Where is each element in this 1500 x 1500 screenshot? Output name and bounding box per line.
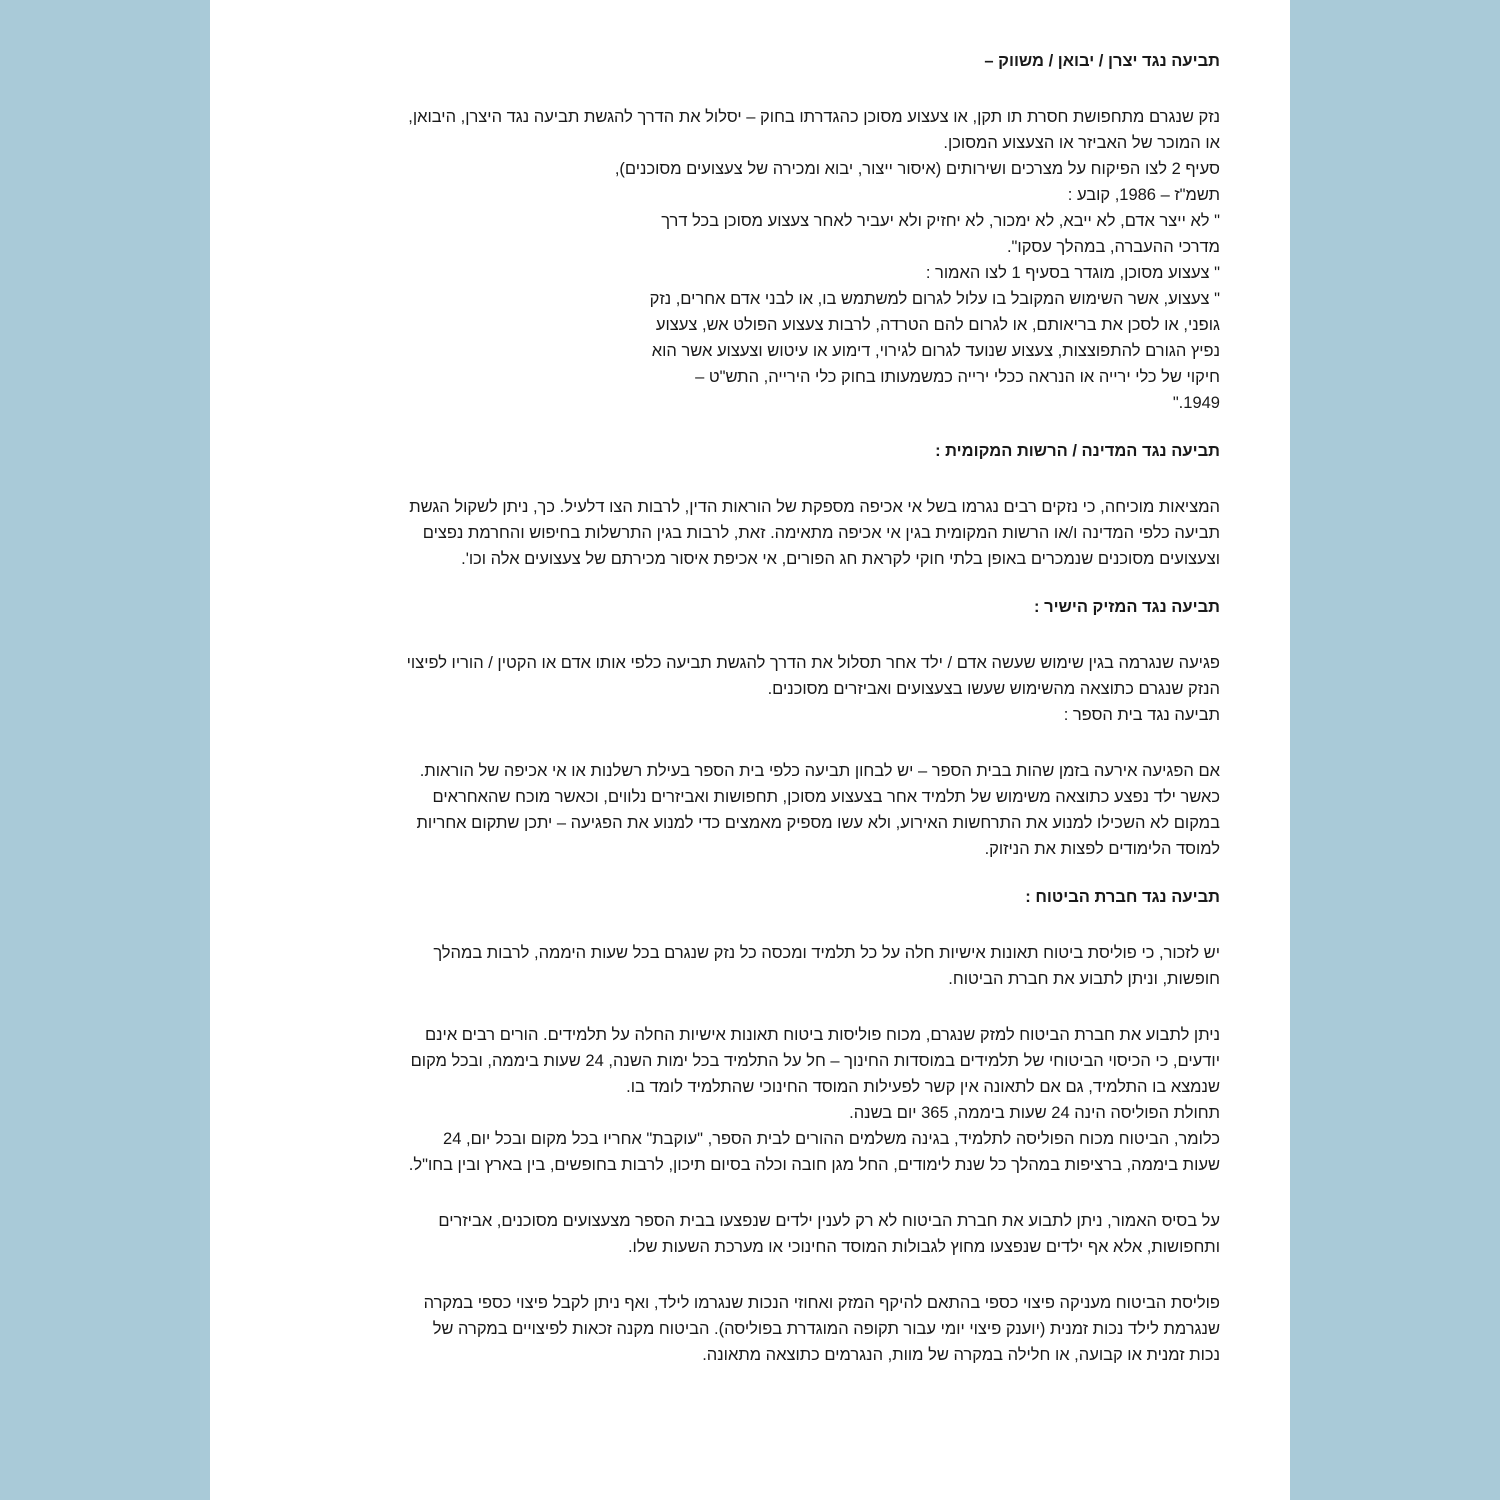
text-line: ותחפושות, אלא אף ילדים שנפצעו מחוץ לגבולות המוסד החינוכי או מערכת השעות שלו. — [627, 1238, 1220, 1256]
text-line: פגיעה שנגרמה בגין שימוש שעשה אדם / ילד אחר תסלול את הדרך להגשת תביעה כלפי אותו אדם או הקטין / הוריו לפיצוי — [406, 654, 1220, 672]
paragraph-manufacturer — [320, 104, 1220, 416]
text-line: מדרכי ההעברה, במהלך עסקו". — [1006, 238, 1220, 256]
text-line: שנגרמת לילד נכות זמנית (יוענק פיצוי יומי עבור תקופה המוגדרת בפוליסה). הביטוח מקנה זכאות לפיצויים במקרה של — [432, 1320, 1220, 1338]
paragraph-insurance-2 — [320, 1022, 1220, 1178]
text-line: סעיף 2 לצו הפיקוח על מצרכים ושירותים (איסור ייצור, יבוא ומכירה של צעצועים מסוכנים), — [614, 160, 1220, 178]
document-page — [210, 0, 1290, 1500]
text-line: תחולת הפוליסה הינה 24 שעות ביממה, 365 יום בשנה. — [849, 1104, 1220, 1122]
section-heading-insurance: תביעה נגד חברת הביטוח : — [1025, 888, 1220, 906]
text-line: נכות זמנית או קבועה, או חלילה במקרה של מוות, הנגרמים כתוצאה מתאונה. — [702, 1346, 1220, 1364]
text-line: " צעצוע מסוכן, מוגדר בסעיף 1 לצו האמור : — [925, 264, 1220, 282]
text-line: כאשר ילד נפצע כתוצאה משימוש של תלמיד אחר בצעצוע מסוכן, תחפושות ואביזרים נלווים, וכאשר מוכח שהאחראים — [432, 788, 1220, 806]
text-line: שעות ביממה, ברציפות במהלך כל שנת לימודים, החל מגן חובה וכלה בסיום תיכון, לרבות בחופשים, בין בארץ ובין בחו"ל. — [408, 1156, 1220, 1174]
text-line: תביעה נגד בית הספר : — [1063, 706, 1220, 724]
paragraph-state — [320, 494, 1220, 572]
text-line: יודעים, כי הכיסוי הביטוחי של תלמידים במוסדות החינוך – חל על התלמיד בכל ימות השנה, 24 שעות ביממה, ובכל מקום — [410, 1052, 1220, 1070]
text-line: תביעה כלפי המדינה ו/או הרשות המקומית בגין אי אכיפה מתאימה. זאת, לרבות בגין התרשלות בחיפוש והחרמת נפצים — [422, 524, 1220, 542]
text-line: במקום לא השכילו למנוע את התרחשות האירוע, ולא עשו מספיק מאמצים כדי למנוע את הפגיעה – יתכן שתקום אחריות — [416, 814, 1220, 832]
section-heading-manufacturer: תביעה נגד יצרן / יבואן / משווק – — [984, 52, 1220, 70]
text-line: נזק שנגרם מתחפושת חסרת תו תקן, או צעצוע מסוכן כהגדרתו בחוק – יסלול את הדרך להגשת תביעה נגד היצרן, היבואן, — [408, 108, 1220, 126]
document-body — [320, 48, 1220, 1368]
text-line: הנזק שנגרם כתוצאה מהשימוש שעשו בצעצועים ואביזרים מסוכנים. — [767, 680, 1220, 698]
paragraph-school — [320, 758, 1220, 862]
text-line: כלומר, הביטוח מכוח הפוליסה לתלמיד, בגינה משלמים ההורים לבית הספר, "עוקבת" אחריו בכל מקום ובכל יום, 24 — [443, 1130, 1220, 1148]
text-line: על בסיס האמור, ניתן לתבוע את חברת הביטוח לא רק לענין ילדים שנפצעו בבית הספר מצעצועים מסוכנים, אביזרים — [438, 1212, 1220, 1230]
text-line: יש לזכור, כי פוליסת ביטוח תאונות אישיות חלה על כל תלמיד ומכסה כל נזק שנגרם בכל שעות היממה, לרבות במהלך — [433, 944, 1220, 962]
section-heading-direct-damager: תביעה נגד המזיק הישיר : — [1033, 598, 1220, 616]
paragraph-insurance-3 — [320, 1208, 1220, 1260]
text-line: חיקוי של כלי ירייה או הנראה ככלי ירייה כמשמעותו בחוק כלי הירייה, התש"ט – — [695, 368, 1220, 386]
text-line: " לא ייצר אדם, לא ייבא, לא ימכור, לא יחזיק ולא יעביר לאחר צעצוע מסוכן בכל דרך — [661, 212, 1220, 230]
text-line: תשמ"ז – 1986, קובע : — [1067, 186, 1220, 204]
text-line: או המוכר של האביזר או הצעצוע המסוכן. — [943, 134, 1220, 152]
section-heading-state: תביעה נגד המדינה / הרשות המקומית : — [935, 442, 1220, 460]
text-line: גופני, או לסכן את בריאותם, או לגרום להם הטרדה, לרבות צעצוע הפולט אש, צעצוע — [655, 316, 1220, 334]
text-line: המציאות מוכיחה, כי נזקים רבים נגרמו בשל אי אכיפה מספקת של הוראות הדין, לרבות הצו דלעיל. כך, ניתן לשקול הגשת — [409, 498, 1220, 516]
text-line: אם הפגיעה אירעה בזמן שהות בבית הספר – יש לבחון תביעה כלפי בית הספר בעילת רשלנות או אי אכיפה של הוראות. — [419, 762, 1220, 780]
text-line: חופשות, וניתן לתבוע את חברת הביטוח. — [948, 970, 1220, 988]
text-line: ניתן לתבוע את חברת הביטוח למזק שנגרם, מכוח פוליסות ביטוח תאונות אישיות החלה על תלמידים. הורים רבים אינם — [424, 1026, 1220, 1044]
paragraph-insurance-1 — [320, 940, 1220, 992]
text-line: " צעצוע, אשר השימוש המקובל בו עלול לגרום למשתמש בו, או לבני אדם אחרים, נזק — [649, 290, 1220, 308]
paragraph-direct-damager — [320, 650, 1220, 728]
text-line: פוליסת הביטוח מעניקה פיצוי כספי בהתאם להיקף המזק ואחוזי הנכות שנגרמו לילד, ואף ניתן לקבל פיצוי כספי במקרה — [423, 1294, 1220, 1312]
paragraph-insurance-4 — [320, 1290, 1220, 1368]
text-line: 1949." — [1172, 394, 1220, 412]
text-line: וצעצועים מסוכנים שנמכרים באופן בלתי חוקי לקראת חג הפורים, אי אכיפת איסור מכירתם של צעצועים אלה וכו'. — [461, 550, 1220, 568]
text-line: נפיץ הגורם להתפוצצות, צעצוע שנועד לגרום לגירוי, דימוע או עיטוש וצעצוע אשר הוא — [651, 342, 1220, 360]
text-line: למוסד הלימודים לפצות את הניזוק. — [984, 840, 1220, 858]
text-line: שנמצא בו התלמיד, גם אם לתאונה אין קשר לפעילות המוסד החינוכי שהתלמיד לומד בו. — [626, 1078, 1220, 1096]
